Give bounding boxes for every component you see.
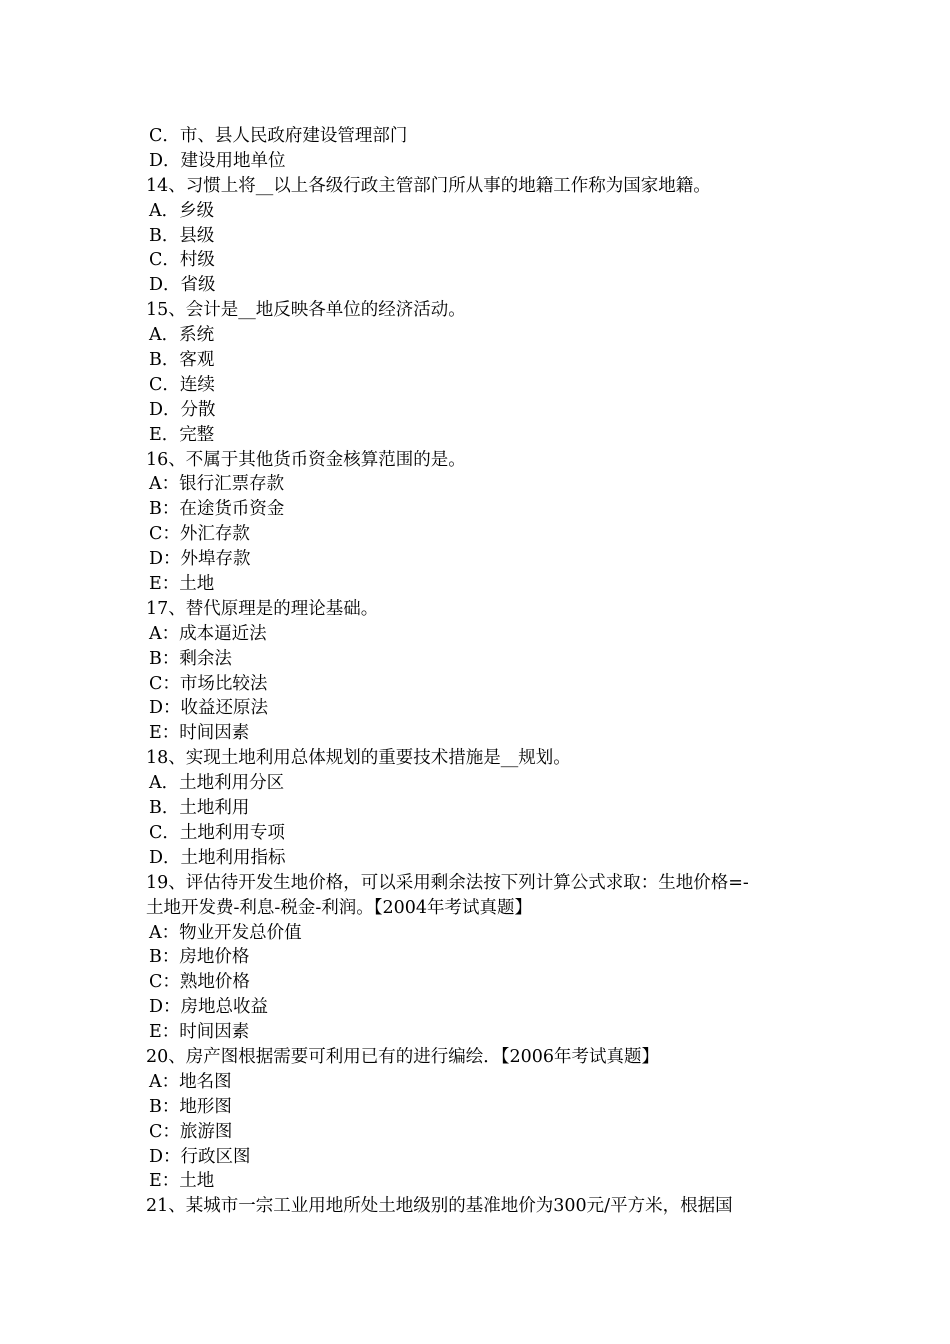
question-text: 17、替代原理是的理论基础。 [146, 598, 379, 619]
answer-option: D．建设用地单位 [149, 150, 286, 171]
answer-option: E：土地 [149, 574, 215, 595]
answer-option: E：土地 [149, 1171, 215, 1192]
answer-option: D：房地总收益 [149, 997, 269, 1018]
answer-option: B：在途货币资金 [149, 499, 285, 520]
answer-option: D：行政区图 [149, 1146, 251, 1167]
question-text: 21、某城市一宗工业用地所处土地级别的基准地价为300元/平方米，根据国 [146, 1196, 733, 1217]
answer-option: C：熟地价格 [149, 972, 250, 993]
answer-option: D：收益还原法 [149, 698, 269, 719]
answer-option: D：外埠存款 [149, 549, 251, 570]
answer-option: B：地形图 [149, 1096, 232, 1117]
answer-option: B．土地利用 [149, 798, 250, 819]
answer-option: B．县级 [149, 225, 215, 246]
answer-option: D．省级 [149, 275, 216, 296]
document-body [146, 124, 826, 1219]
answer-option: C：外汇存款 [149, 524, 250, 545]
answer-option: B：房地价格 [149, 947, 250, 968]
answer-option: A．系统 [149, 325, 215, 346]
answer-option: B．客观 [149, 350, 215, 371]
question-text: 14、习惯上将__以上各级行政主管部门所从事的地籍工作称为国家地籍。 [146, 175, 711, 196]
answer-option: D．分散 [149, 399, 216, 420]
question-text: 18、实现土地利用总体规划的重要技术措施是__规划。 [146, 748, 571, 769]
answer-option: A．土地利用分区 [149, 773, 285, 794]
answer-option: D．土地利用指标 [149, 847, 286, 868]
answer-option: C：旅游图 [149, 1121, 233, 1142]
answer-option: A．乡级 [149, 200, 215, 221]
answer-option: C．市、县人民政府建设管理部门 [149, 126, 408, 146]
answer-option: C．村级 [149, 250, 215, 271]
question-text: 19、评估待开发生地价格，可以采用剩余法按下列计算公式求取：生地价格=- [146, 872, 749, 893]
answer-option: E：时间因素 [149, 1022, 250, 1043]
answer-option: A：银行汇票存款 [149, 474, 285, 495]
question-text: 16、不属于其他货币资金核算范围的是。 [146, 449, 466, 470]
answer-option: C：市场比较法 [149, 673, 268, 694]
question-text: 20、房产图根据需要可利用已有的进行编绘．【2006年考试真题】 [146, 1046, 660, 1067]
question-text: 15、会计是__地反映各单位的经济活动。 [146, 300, 466, 321]
answer-option: A：物业开发总价值 [149, 922, 302, 943]
answer-option: E：时间因素 [149, 723, 250, 744]
answer-option: C．连续 [149, 374, 215, 395]
answer-option: A：地名图 [149, 1071, 232, 1092]
question-text: 土地开发费-利息-税金-利润。【2004年考试真题】 [146, 897, 533, 918]
answer-option: B：剩余法 [149, 648, 232, 669]
answer-option: A：成本逼近法 [149, 623, 267, 644]
answer-option: E．完整 [149, 424, 215, 445]
answer-option: C．土地利用专项 [149, 822, 285, 843]
